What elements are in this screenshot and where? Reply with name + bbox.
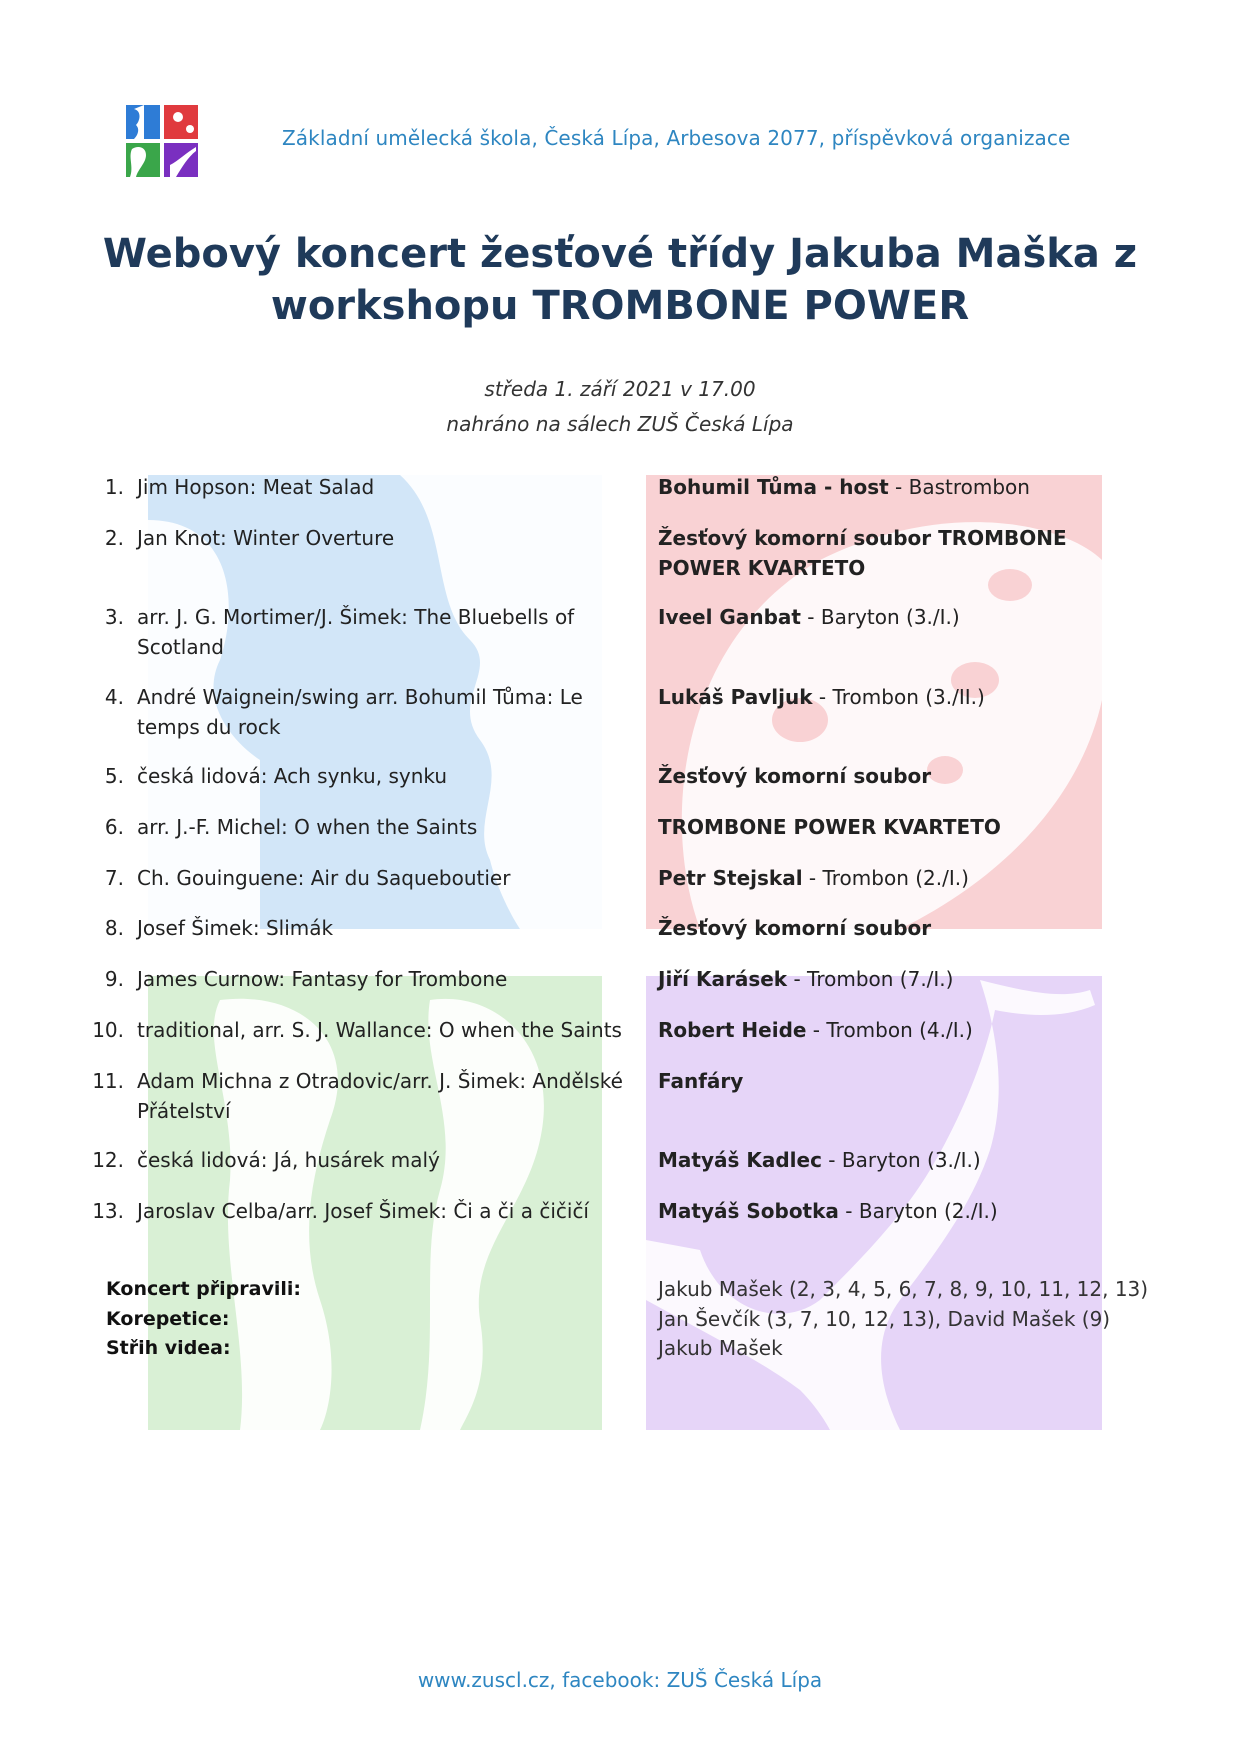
piece-title: André Waignein/swing arr. Bohumil Tůma: Le temps du rock: [137, 685, 583, 739]
piece-title: česká lidová: Já, husárek malý: [137, 1148, 440, 1172]
performer: [658, 1145, 1128, 1175]
credits-label: Střih videa:: [106, 1337, 231, 1359]
performer: [658, 602, 1128, 632]
performer: [658, 472, 1128, 502]
item-number: 5.: [104, 764, 124, 788]
piece-title: arr. J. G. Mortimer/J. Šimek: The Bluebells of Scotland: [137, 605, 575, 659]
concert-place: nahráno na sálech ZUŠ Česká Lípa: [446, 412, 794, 436]
performer-name: Iveel Ganbat: [658, 605, 801, 629]
item-number: 9.: [104, 967, 124, 991]
piece-title: česká lidová: Ach synku, synku: [137, 764, 448, 788]
item-number: 10.: [92, 1018, 124, 1042]
item-number: 8.: [104, 916, 124, 940]
credits-value: Jan Ševčík (3, 7, 10, 12, 13), David Mašek (9): [658, 1307, 1111, 1331]
item-number: 2.: [104, 526, 124, 550]
footer-links: www.zuscl.cz, facebook: ZUŠ Česká Lípa: [417, 1668, 823, 1692]
piece-title: arr. J.-F. Michel: O when the Saints: [137, 815, 478, 839]
piece-title: Jaroslav Celba/arr. Josef Šimek: Či a či a čičičí: [137, 1199, 589, 1223]
performer: [658, 1066, 1128, 1096]
item-number: 13.: [92, 1199, 124, 1223]
performer-instrument: - Trombon (2./I.): [802, 866, 969, 890]
performer: [658, 1015, 1128, 1045]
performer-name: Robert Heide: [658, 1018, 807, 1042]
piece-title: Ch. Gouinguene: Air du Saqueboutier: [137, 866, 511, 890]
performer-instrument: - Baryton (3./I.): [800, 605, 960, 629]
piece-title: Adam Michna z Otradovic/arr. J. Šimek: Andělské Přátelství: [137, 1069, 623, 1123]
performer-instrument: - Trombon (4./I.): [806, 1018, 973, 1042]
piece-title: Jan Knot: Winter Overture: [137, 526, 395, 550]
credits-value: Jakub Mašek (2, 3, 4, 5, 6, 7, 8, 9, 10, 11, 12, 13): [658, 1277, 1149, 1301]
page-title: [100, 228, 1140, 332]
performer: [658, 1196, 1128, 1226]
credits-value: Jakub Mašek: [658, 1336, 783, 1360]
item-number: 12.: [92, 1148, 124, 1172]
item-number: 3.: [104, 605, 124, 629]
title-line-1: Webový koncert žesťové třídy Jakuba Maška z: [102, 231, 1138, 277]
performer-instrument: - Baryton (2./I.): [838, 1199, 998, 1223]
piece-title: Josef Šimek: Slimák: [137, 916, 334, 940]
performer-instrument: - Bastrombon: [888, 475, 1030, 499]
credits-label: Korepetice:: [106, 1308, 230, 1330]
performer-name: Fanfáry: [658, 1069, 744, 1093]
performer: [658, 523, 1128, 583]
performer: [658, 812, 1128, 842]
school-logo: [126, 105, 198, 177]
performer-name: Matyáš Sobotka: [658, 1199, 839, 1223]
performer-name: Žesťový komorní soubor: [658, 916, 932, 940]
title-line-2: workshopu TROMBONE POWER: [270, 283, 970, 329]
performer-name: Matyáš Kadlec: [658, 1148, 822, 1172]
performer: [658, 682, 1128, 712]
item-number: 6.: [104, 815, 124, 839]
performer-instrument: - Trombon (7./I.): [787, 967, 954, 991]
performer: [658, 863, 1128, 893]
performer-instrument: - Trombon (3./II.): [812, 685, 985, 709]
credits-label: Koncert připravili:: [106, 1278, 301, 1300]
performer-name: Žesťový komorní soubor TROMBONE POWER KVARTETO: [658, 526, 1067, 580]
piece-title: traditional, arr. S. J. Wallance: O when the Saints: [137, 1018, 622, 1042]
performer: [658, 964, 1128, 994]
performer-name: TROMBONE POWER KVARTETO: [658, 815, 1001, 839]
performer-name: Bohumil Tůma - host: [658, 475, 889, 499]
performer: [658, 913, 1128, 943]
piece-title: James Curnow: Fantasy for Trombone: [137, 967, 508, 991]
performer-instrument: - Baryton (3./I.): [821, 1148, 981, 1172]
concert-date: středa 1. září 2021 v 17.00: [484, 377, 756, 401]
piece-title: Jim Hopson: Meat Salad: [137, 475, 375, 499]
item-number: 7.: [104, 866, 124, 890]
performer-name: Žesťový komorní soubor: [658, 764, 932, 788]
item-number: 4.: [104, 685, 124, 709]
item-number: 11.: [92, 1069, 124, 1093]
performer: [658, 761, 1128, 791]
performer-name: Petr Stejskal: [658, 866, 803, 890]
performer-name: Jiří Karásek: [658, 967, 788, 991]
performer-name: Lukáš Pavljuk: [658, 685, 813, 709]
school-header: Základní umělecká škola, Česká Lípa, Arbesova 2077, příspěvková organizace: [282, 126, 1071, 150]
item-number: 1.: [104, 475, 124, 499]
